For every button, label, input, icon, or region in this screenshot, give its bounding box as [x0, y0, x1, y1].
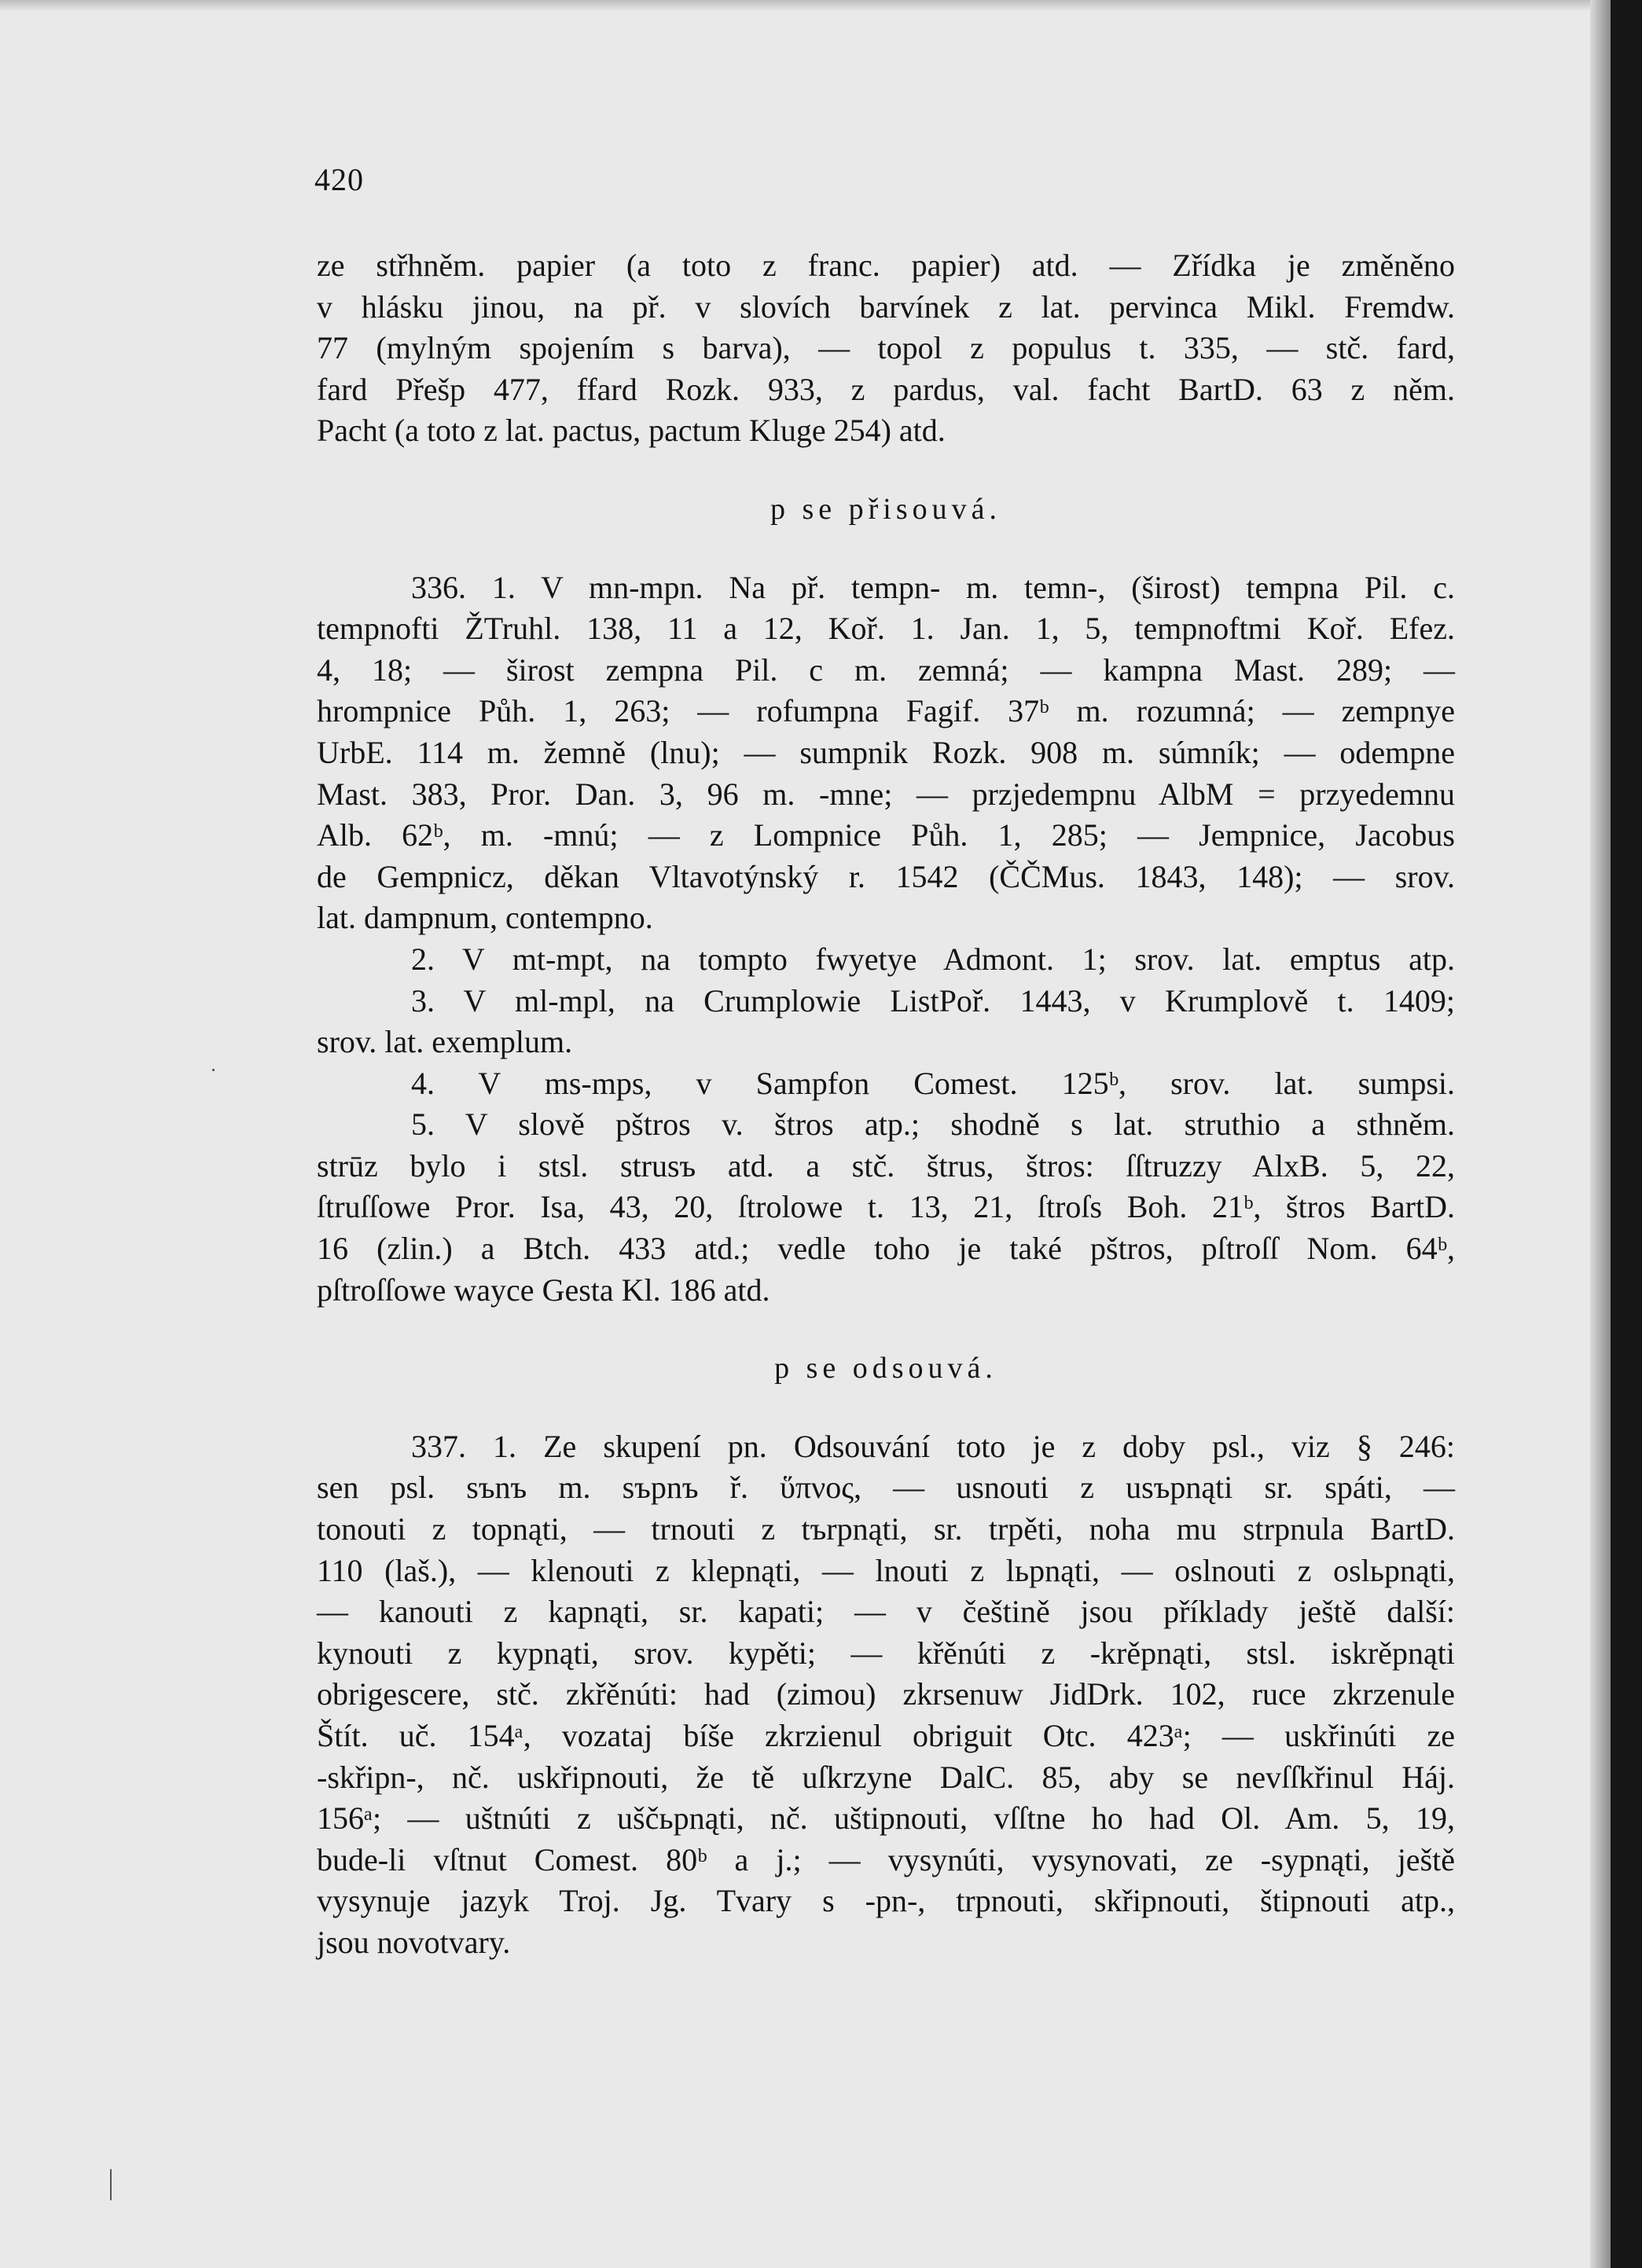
text-line: Mast. 383, Pror. Dan. 3, 96 m. -mne; — przjedempnu AlbM = przyedemnu — [317, 776, 1455, 812]
text-line: tonouti z topnąti, — trnouti z tъrpnąti, sr. trpěti, noha mu strpnula BartD. — [317, 1511, 1455, 1547]
text-line: Alb. 62ᵇ, m. -mnú; — z Lompnice Půh. 1, 285; — Jempnice, Jacobus — [317, 817, 1455, 853]
section-gap — [317, 530, 1455, 567]
text-line: obrigescere, stč. zkřěnúti: had (zimou) zkrsenuw JidDrk. 102, ruce zkrzenule — [317, 1676, 1455, 1712]
page-number: 420 — [314, 162, 364, 197]
text-line: -skřipn-, nč. uskřipnouti, že tě uſkrzyne DalC. 85, aby se nevſſkřinul Háj. — [317, 1759, 1455, 1795]
text-line: 110 (laš.), — klenouti z klepnąti, — lnouti z lьpnąti, — oslnouti z oslьpnąti, — [317, 1552, 1455, 1588]
text-line: sen psl. sъnъ m. sъpnъ ř. ὕπνος, — usnouti z usъpnąti sr. spáti, — — [317, 1470, 1455, 1506]
text-line: 3. V ml-mpl, na Crumplowie ListPoř. 1443, v Krumplově t. 1409; — [411, 982, 1455, 1018]
page-binding-edge — [1611, 0, 1642, 2268]
paragraph-start: 337. 1. Ze skupení pn. Odsouvání toto je z doby psl., viz § 246: — [411, 1428, 1455, 1464]
text-line: strūz bylo i stsl. strusъ atd. a stč. štrus, štros: ſſtruzzy AlxB. 5, 22, — [317, 1147, 1455, 1184]
text-line: 4. V ms-mps, v Sampfon Comest. 125ᵇ, srov. lat. sumpsi. — [411, 1065, 1455, 1101]
text-line: 2. V mt-mpt, na tompto fwyetye Admont. 1; srov. lat. emptus atp. — [411, 941, 1455, 977]
section-gap — [317, 452, 1455, 489]
text-line: ſtruſſowe Pror. Isa, 43, 20, ſtrolowe t. 13, 21, ſtroſs Boh. 21ᵇ, štros BartD. — [317, 1189, 1455, 1225]
text-line: 4, 18; — širost zempna Pil. c m. zemná; — kampna Mast. 289; — — [317, 651, 1455, 688]
body-text — [317, 245, 1455, 1964]
text-line: 77 (mylným spojením s barva), — topol z populus t. 335, — stč. fard, — [317, 330, 1455, 366]
text-line: v hlásku jinou, na př. v slovích barvínek z lat. pervinca Mikl. Fremdw. — [317, 288, 1455, 325]
text-line: — kanouti z kapnąti, sr. kapati; — v češtině jsou příklady ještě další: — [317, 1594, 1455, 1630]
text-line: bude-li vſtnut Comest. 80ᵇ a j.; — vysynúti, vysynovati, ze -sypnąti, ještě — [317, 1841, 1455, 1877]
speck — [212, 1069, 215, 1071]
text-line: Pacht (a toto z lat. pactus, pactum Kluge 254) atd. — [317, 413, 946, 449]
text-line: jsou novotvary. — [317, 1924, 511, 1960]
page-top-edge — [0, 0, 1590, 11]
page-edge-shadow — [1590, 0, 1611, 2268]
text-line: kynouti z kypnąti, srov. kypěti; — křěnúti z -krěpnąti, stsl. iskrěpnąti — [317, 1635, 1455, 1671]
text-line: vysynuje jazyk Troj. Jg. Tvary s -pn-, trpnouti, skřipnouti, štipnouti atp., — [317, 1883, 1455, 1919]
section-heading: p se přisouvá. — [770, 492, 1002, 526]
text-line: UrbE. 114 m. žemně (lnu); — sumpnik Rozk. 908 m. súmník; — odempne — [317, 734, 1455, 770]
text-line: 16 (zlin.) a Btch. 433 atd.; vedle toho je také pštros, pſtroſſ Nom. 64ᵇ, — [317, 1231, 1455, 1267]
section-gap — [317, 1311, 1455, 1348]
text-line: de Gempnicz, děkan Vltavotýnský r. 1542 (ČČMus. 1843, 148); — srov. — [317, 858, 1455, 894]
text-line: pſtroſſowe wayce Gesta Kl. 186 atd. — [317, 1272, 770, 1308]
text-line: tempnofti ŽTruhl. 138, 11 a 12, Koř. 1. Jan. 1, 5, tempnoftmi Koř. Efez. — [317, 611, 1455, 647]
paragraph-start: 336. 1. V mn-mpn. Na př. tempn- m. temn-, (širost) tempna Pil. c. — [411, 569, 1455, 605]
speck — [110, 2169, 112, 2200]
text-line: ze střhněm. papier (a toto z franc. papier) atd. — Zřídka je změněno — [317, 248, 1455, 283]
text-line: Štít. uč. 154ᵃ, vozataj bíše zkrzienul obriguit Otc. 423ᵃ; — uskřinúti ze — [317, 1718, 1455, 1753]
text-line: lat. dampnum, contempno. — [317, 900, 653, 936]
text-line: 156ᵃ; — uštnúti z uščьpnąti, nč. uštipnouti, vſſtne ho had Ol. Am. 5, 19, — [317, 1800, 1455, 1837]
section-heading: p se odsouvá. — [774, 1352, 997, 1385]
text-line: 5. V slově pštros v. štros atp.; shodně s lat. struthio a sthněm. — [411, 1106, 1455, 1143]
section-gap — [317, 1389, 1455, 1426]
text-line: fard Přešp 477, ffard Rozk. 933, z pardus, val. facht BartD. 63 z něm. — [317, 371, 1455, 407]
text-line: srov. lat. exemplum. — [317, 1024, 573, 1060]
text-line: hrompnice Půh. 1, 263; — rofumpna Fagif. 37ᵇ m. rozumná; — zempnye — [317, 693, 1455, 729]
